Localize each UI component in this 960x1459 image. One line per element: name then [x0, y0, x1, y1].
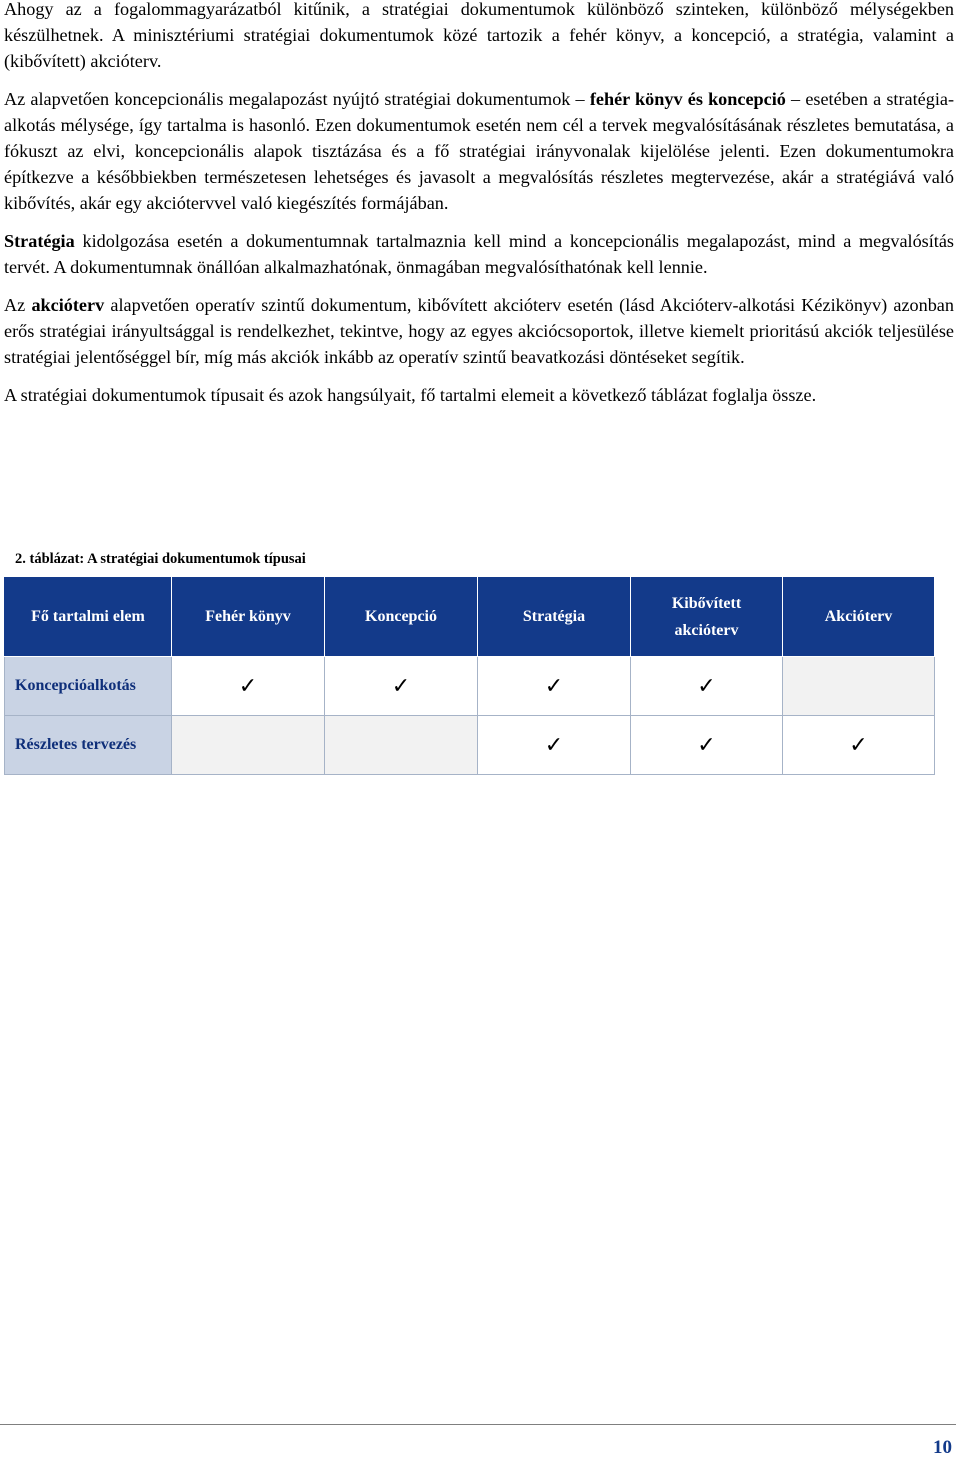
- check-cell: [325, 657, 478, 716]
- footer-divider: [0, 1424, 956, 1425]
- empty-cell: [172, 716, 325, 775]
- p4-bold: akcióterv: [31, 295, 105, 315]
- check-cell: [631, 716, 783, 775]
- check-icon: ✓: [544, 732, 564, 758]
- paragraph-strategy: [4, 228, 954, 280]
- check-icon: ✓: [544, 673, 564, 699]
- header-extended-line1: Kibővített: [671, 594, 742, 612]
- table-row: [5, 657, 935, 716]
- check-cell: [631, 657, 783, 716]
- check-cell: [478, 657, 631, 716]
- header-action-plan: Akcióterv: [783, 577, 935, 657]
- paragraph-table-intro: A stratégiai dokumentumok típusait és azok hangsúlyait, fő tartalmi elemeit a következő táblázat foglalja össze.: [4, 385, 817, 405]
- p3-text: kidolgozása esetén a dokumentumnak tartalmaznia kell mind a koncepcionális megalapozást, mind a megvalósítás tervét. A dokumentumnak önállóan alkalmazhatónak, önmagában megvalósíthatónak kell lennie.: [4, 231, 954, 277]
- empty-cell: [783, 657, 935, 716]
- document-body: [4, 0, 954, 420]
- document-types-table: [4, 576, 935, 775]
- check-icon: ✓: [238, 673, 258, 699]
- table-header-row: [5, 577, 935, 657]
- header-strategy: Stratégia: [478, 577, 631, 657]
- header-concept: Koncepció: [325, 577, 478, 657]
- table-row: [5, 716, 935, 775]
- header-main-element: Fő tartalmi elem: [5, 577, 172, 657]
- p2-text-a: Az alapvetően koncepcionális megalapozást nyújtó stratégiai dokumentumok –: [4, 89, 590, 109]
- check-icon: ✓: [697, 673, 716, 699]
- header-extended-line2: akcióterv: [674, 621, 739, 639]
- check-cell: [172, 657, 325, 716]
- p2-text-b: – esetében a stratégia-alkotás mélysége, így tartalma is hasonló. Ezen dokumentumok esetén nem cél a tervek megvalósításának részletes bemutatása, a fókuszt az elvi, koncepcionális alapok tisztázása és a fő stratégiai irányvonalak kijelölése jelenti. Ezen dokumentumokra építkezve a későbbiekben természetesen lehetséges és javasolt a megvalósítás részletes megtervezése, akár a stratégiává való kibővítés, akár egy akciótervvel való kiegészítés formájában.: [4, 89, 954, 213]
- p4-text: alapvetően operatív szintű dokumentum, kibővített akcióterv esetén (lásd Akcióterv-alkotási Kézikönyv) azonban erős stratégiai irányultsággal is rendelkezhet, tekintve, hogy az egyes akciócsoportok, illetve kiemelt prioritású akciók teljesülése stratégiai jelentőséggel bír, míg más akciók inkább az operatív szintű beavatkozási döntéseket segítik.: [4, 295, 954, 367]
- header-extended-action-plan: [631, 577, 783, 657]
- check-icon: ✓: [391, 673, 411, 699]
- p3-bold: Stratégia: [4, 231, 75, 251]
- paragraph-intro: Ahogy az a fogalommagyarázatból kitűnik, a stratégiai dokumentumok különböző szinteken, különböző mélységekben készülhetnek. A minisztériumi stratégiai dokumentumok közé tartozik a fehér könyv, a koncepció, a stratégia, valamint a (kibővített) akcióterv.: [4, 0, 954, 71]
- paragraph-white-paper-concept: [4, 86, 954, 216]
- check-icon: ✓: [697, 732, 716, 758]
- p4-text-a: Az: [4, 295, 32, 315]
- page-number: 10: [933, 1437, 952, 1458]
- check-cell: [783, 716, 935, 775]
- empty-cell: [325, 716, 478, 775]
- check-icon: ✓: [849, 732, 868, 758]
- row-label: Koncepcióalkotás: [5, 657, 172, 716]
- row-label: Részletes tervezés: [5, 716, 172, 775]
- paragraph-action-plan: [4, 292, 954, 370]
- header-white-paper: Fehér könyv: [172, 577, 325, 657]
- p2-bold: fehér könyv és koncepció: [589, 89, 786, 109]
- check-cell: [478, 716, 631, 775]
- table-caption: 2. táblázat: A stratégiai dokumentumok típusai: [15, 551, 306, 567]
